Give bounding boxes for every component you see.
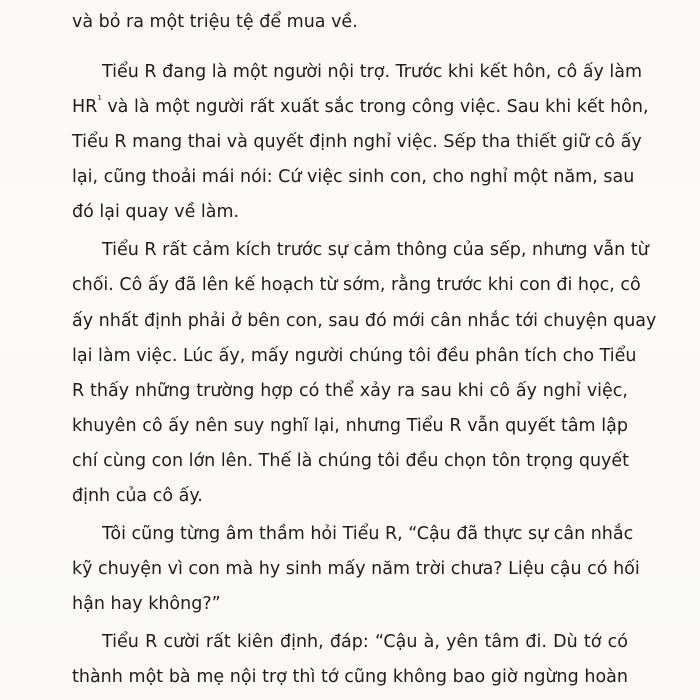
hr-abbreviation: HR	[72, 97, 98, 117]
text-line-11: R thấy những trường hợp có thể xảy ra sau khi cô ấy nghỉ việc,	[72, 381, 628, 401]
text-line-19: thành một bà mẹ nội trợ thì tớ cũng không bao giờ ngừng hoàn	[72, 667, 628, 687]
text-line-13: chí cùng con lớn lên. Thế là chúng tôi đều chọn tôn trọng quyết	[72, 451, 630, 471]
text-line-15: Tôi cũng từng âm thầm hỏi Tiểu R, “Cậu đã thực sự cân nhắc	[102, 524, 634, 544]
text-line-10: lại làm việc. Lúc ấy, mấy người chúng tôi đều phân tích cho Tiểu	[72, 346, 637, 366]
text-line-3	[72, 89, 649, 125]
text-line-6: đó lại quay về làm.	[72, 202, 240, 222]
text-line-7: Tiểu R rất cảm kích trước sự cảm thông của sếp, nhưng vẫn từ	[102, 240, 649, 260]
text-line-1: và bỏ ra một triệu tệ để mua về.	[72, 12, 358, 32]
text-line-16: kỹ chuyện vì con mà hy sinh mấy năm trời chưa? Liệu cậu có hối	[72, 559, 640, 579]
footnote-marker: ¹	[97, 93, 102, 107]
text-line-8: chối. Cô ấy đã lên kế hoạch từ sớm, rằng trước khi con đi học, cô	[72, 275, 641, 295]
text-line-9: ấy nhất định phải ở bên con, sau đó mới cân nhắc tới chuyện quay	[72, 311, 657, 331]
text-line-4: Tiểu R mang thai và quyết định nghỉ việc. Sếp tha thiết giữ cô ấy	[72, 132, 642, 152]
text-line-3-rest: và là một người rất xuất sắc trong công việc. Sau khi kết hôn,	[101, 97, 649, 117]
text-line-14: định của cô ấy.	[72, 486, 203, 506]
text-line-12: khuyên cô ấy nên suy nghĩ lại, nhưng Tiểu R vẫn quyết tâm lập	[72, 416, 628, 436]
text-line-5: lại, cũng thoải mái nói: Cứ việc sinh con, cho nghỉ một năm, sau	[72, 167, 635, 187]
text-line-17: hận hay không?”	[72, 594, 221, 614]
text-line-2: Tiểu R đang là một người nội trợ. Trước khi kết hôn, cô ấy làm	[102, 62, 643, 82]
text-line-18: Tiểu R cười rất kiên định, đáp: “Cậu à, yên tâm đi. Dù tớ có	[102, 632, 628, 652]
